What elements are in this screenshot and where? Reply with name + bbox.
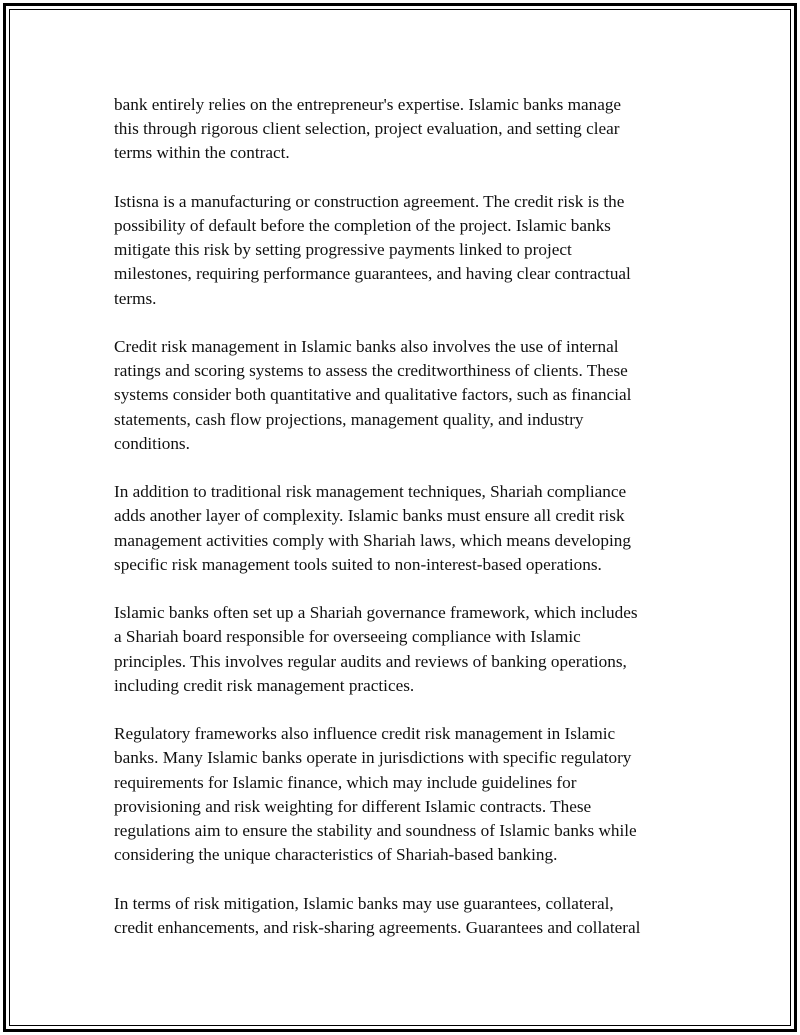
text-line: Regulatory frameworks also influence credit risk management in Islamic	[114, 724, 616, 744]
text-line: Credit risk management in Islamic banks also involves the use of internal	[114, 337, 619, 356]
text-line: possibility of default before the completion of the project. Islamic banks	[114, 216, 611, 235]
text-line: In terms of risk mitigation, Islamic banks may use guarantees, collateral,	[114, 893, 614, 913]
paragraph-governance	[114, 601, 684, 698]
paragraph-istisna	[114, 190, 684, 311]
text-line: credit enhancements, and risk-sharing agreements. Guarantees and collateral	[114, 917, 641, 937]
text-line: considering the unique characteristics of Shariah-based banking.	[114, 845, 558, 865]
text-line: adds another layer of complexity. Islamic banks must ensure all credit risk	[114, 506, 625, 526]
text-line: ratings and scoring systems to assess the creditworthiness of clients. These	[114, 361, 628, 381]
text-line: requirements for Islamic finance, which may include guidelines for	[114, 772, 577, 792]
paragraph-shariah-compliance	[114, 480, 684, 577]
text-line: including credit risk management practices.	[114, 675, 415, 695]
text-line: terms within the contract.	[114, 143, 290, 163]
text-line: this through rigorous client selection, project evaluation, and setting clear	[114, 119, 620, 139]
text-line: principles. This involves regular audits and reviews of banking operations,	[114, 651, 627, 671]
text-line: Istisna is a manufacturing or construction agreement. The credit risk is the	[114, 191, 625, 211]
text-line: specific risk management tools suited to non-interest-based operations.	[114, 554, 602, 574]
text-line: bank entirely relies on the entrepreneur's expertise. Islamic banks manage	[114, 95, 622, 114]
text-line: conditions.	[114, 433, 190, 453]
text-line: milestones, requiring performance guarantees, and having clear contractual	[114, 264, 631, 284]
text-line: banks. Many Islamic banks operate in jurisdictions with specific regulatory	[114, 748, 632, 768]
text-line: In addition to traditional risk management techniques, Shariah compliance	[114, 482, 627, 502]
text-line: systems consider both quantitative and qualitative factors, such as financial	[114, 385, 632, 405]
text-line: management activities comply with Shariah laws, which means developing	[114, 530, 631, 550]
paragraph-mudarabah-risk	[114, 93, 684, 166]
text-line: provisioning and risk weighting for different Islamic contracts. These	[114, 796, 592, 816]
text-line: regulations aim to ensure the stability and soundness of Islamic banks while	[114, 821, 637, 841]
body-text	[114, 93, 684, 964]
text-line: mitigate this risk by setting progressive payments linked to project	[114, 240, 572, 260]
paragraph-risk-mitigation	[114, 892, 684, 940]
document-page	[3, 3, 797, 1032]
text-line: a Shariah board responsible for overseeing compliance with Islamic	[114, 627, 581, 647]
text-line: terms.	[114, 288, 157, 308]
paragraph-regulatory	[114, 722, 684, 867]
text-line: Islamic banks often set up a Shariah governance framework, which includes	[114, 603, 638, 623]
text-line: statements, cash flow projections, management quality, and industry	[114, 409, 584, 429]
paragraph-internal-ratings	[114, 335, 684, 456]
